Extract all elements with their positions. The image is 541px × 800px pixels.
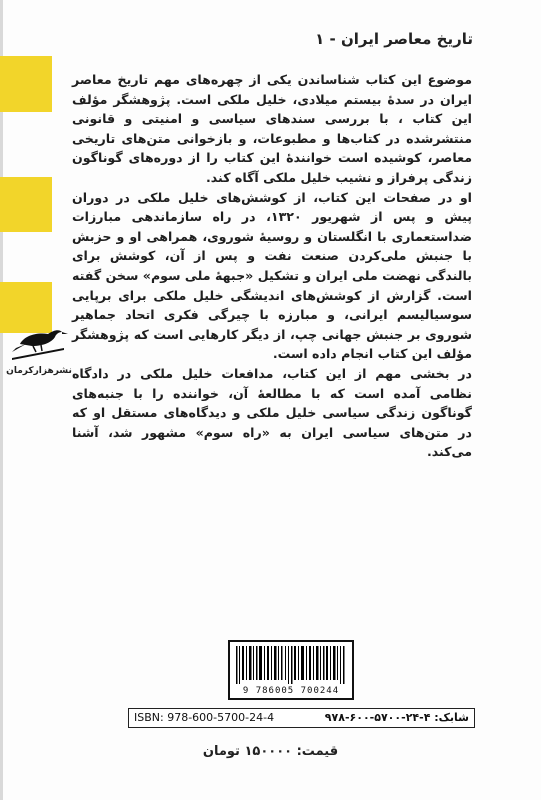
series-title: تاریخ معاصر ایران - ۱ — [315, 30, 473, 48]
blurb-paragraph: او در صفحات این کتاب، از کوشش‌های خلیل ملکی در دوران پیش و پس از شهریور ۱۳۲۰، در راه سازماندهی مبارزات ضداستعماری با انگلستان و روسیهٔ شوروی، همراهی او و حزبش با جنبش ملی‌کردن صنعت نفت و پس از آن، کوشش برای بالندگی نهضت ملی ایران و تشکیل «جبههٔ ملی سوم» سخن گفته است. گزارش از کوشش‌های اندیشگی خلیل ملکی برای برپایی سوسیالیسم ایرانی، و مبارزه با چیرگی فکری اتحاد جماهیر شوروی بر جنبش جهانی چپ، از دیگر کارهایی است که پژوهشگر مؤلف این کتاب انجام داده است. — [72, 189, 472, 362]
isbn-latin: ISBN: 978-600-5700-24-4 — [134, 711, 275, 724]
bird-on-branch-icon — [6, 318, 70, 366]
barcode — [228, 640, 354, 700]
cover-edge-rule — [0, 0, 3, 800]
isbn-persian: شابک: ۴-۲۴-۵۷۰۰-۶۰۰-۹۷۸ — [324, 711, 469, 724]
barcode-bars — [236, 646, 346, 684]
blurb-text — [72, 70, 472, 462]
isbn-box — [128, 708, 475, 728]
blurb-paragraph: موضوع این کتاب شناساندن یکی از چهره‌های مهم تاریخ معاصر ایران در سدهٔ بیستم میلادی، خلیل ملکی است. پژوهشگر مؤلف این کتاب ، با بررسی سندهای سیاسی و امنیتی و قانونی منتشرشده در کتاب‌ها و مطبوعات، و بازخوانی متن‌های تاریخی معاصر، کوشیده است خوانندهٔ این کتاب را از دوره‌های گوناگون زندگی پرفراز و نشیب خلیل ملکی آگاه کند. — [72, 72, 472, 185]
publisher-name: نشرهزارکرمان — [6, 366, 72, 376]
yellow-accent-block — [0, 177, 52, 232]
yellow-accent-block — [0, 56, 52, 112]
barcode-digits: 9 786005 700244 — [242, 686, 340, 696]
blurb-paragraph: در بخشی مهم از این کتاب، مدافعات خلیل ملکی در دادگاه نظامی آمده است که با مطالعهٔ آن، خواننده را با جنبه‌های گوناگون زندگی سیاسی خلیل ملکی و دیدگاه‌های مستقل او که در متن‌های سیاسی ایران به «راه سوم» مشهور شد، آشنا می‌کند. — [72, 365, 472, 460]
price: قیمت: ۱۵۰۰۰۰ تومان — [202, 744, 339, 759]
